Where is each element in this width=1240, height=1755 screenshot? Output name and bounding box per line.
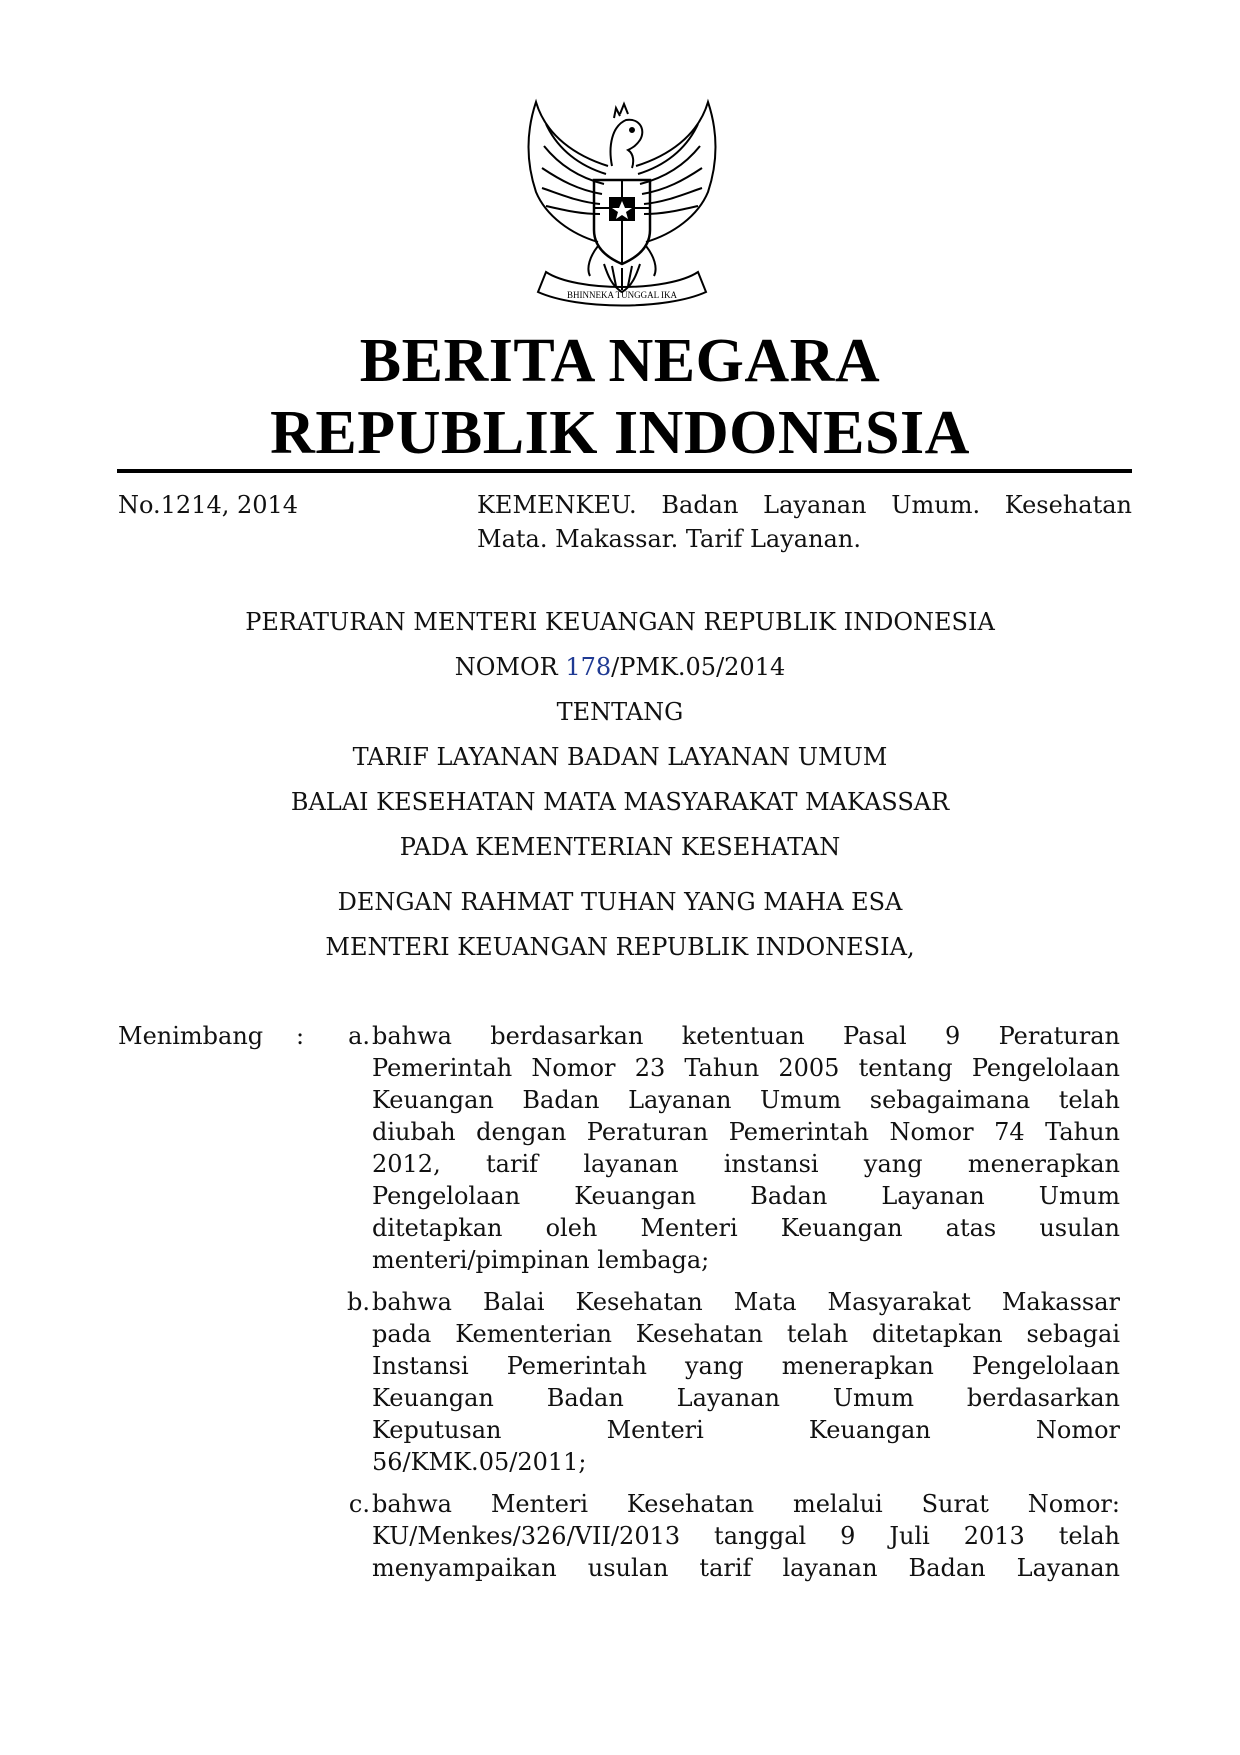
item-letter: c. <box>348 1490 370 1518</box>
item-line: KU/Menkes/326/VII/2013 tanggal 9 Juli 2013 telah <box>372 1522 1120 1550</box>
item-line: Keputusan Menteri Keuangan Nomor <box>372 1416 1120 1444</box>
regulation-title-line: BALAI KESEHATAN MATA MASYARAKAT MAKASSAR <box>290 788 950 816</box>
regulation-title-line: PADA KEMENTERIAN KESEHATAN <box>399 833 841 861</box>
item-line: Pengelolaan Keuangan Badan Layanan Umum <box>372 1182 1120 1210</box>
menimbang-label: Menimbang <box>118 1022 264 1050</box>
item-line: diubah dengan Peraturan Pemerintah Nomor 74 Tahun <box>372 1118 1120 1146</box>
item-line: ditetapkan oleh Menteri Keuangan atas usulan <box>372 1214 1120 1242</box>
item-line: 56/KMK.05/2011; <box>372 1448 587 1476</box>
motto-ribbon-text: BHINNEKA TUNGGAL IKA <box>567 290 677 300</box>
item-line: 2012, tarif layanan instansi yang menerapkan <box>372 1150 1120 1178</box>
item-line: pada Kementerian Kesehatan telah ditetapkan sebagai <box>372 1320 1120 1348</box>
list-item <box>372 1020 1120 1276</box>
regulation-heading: PERATURAN MENTERI KEUANGAN REPUBLIK INDONESIA <box>245 608 995 636</box>
gazette-subject <box>477 488 1132 556</box>
masthead-title: BERITA NEGARA <box>359 327 881 395</box>
item-line: Pemerintah Nomor 23 Tahun 2005 tentang Pengelolaan <box>372 1054 1120 1082</box>
gazette-subject-line: KEMENKEU. Badan Layanan Umum. Kesehatan <box>477 491 1132 519</box>
masthead-divider <box>117 469 1132 473</box>
regulation-number-suffix: /PMK.05/2014 <box>611 653 786 681</box>
item-line: menteri/pimpinan lembaga; <box>372 1246 710 1274</box>
regulation-number-prefix: NOMOR <box>454 653 566 681</box>
regulation-title-line: TARIF LAYANAN BADAN LAYANAN UMUM <box>352 743 888 771</box>
masthead-subtitle: REPUBLIK INDONESIA <box>270 399 970 467</box>
item-line: bahwa Balai Kesehatan Mata Masyarakat Makassar <box>372 1288 1120 1316</box>
gazette-subject-line: Mata. Makassar. Tarif Layanan. <box>477 525 861 553</box>
list-item <box>372 1286 1120 1478</box>
item-line: Keuangan Badan Layanan Umum sebagaimana telah <box>372 1086 1120 1114</box>
regulation-number-link[interactable]: 178 <box>565 653 612 681</box>
garuda-emblem-icon <box>516 96 728 310</box>
item-letter: b. <box>347 1288 370 1316</box>
gazette-number: No.1214, 2014 <box>118 491 299 519</box>
item-line: bahwa Menteri Kesehatan melalui Surat Nomor: <box>372 1490 1120 1518</box>
menimbang-colon: : <box>296 1022 305 1050</box>
tentang-label: TENTANG <box>556 698 684 726</box>
item-line: bahwa berdasarkan ketentuan Pasal 9 Peraturan <box>372 1022 1120 1050</box>
item-letter: a. <box>348 1022 370 1050</box>
preamble-line: MENTERI KEUANGAN REPUBLIK INDONESIA, <box>325 933 915 961</box>
item-line: menyampaikan usulan tarif layanan Badan Layanan <box>372 1554 1120 1582</box>
regulation-number <box>0 650 1240 684</box>
preamble-line: DENGAN RAHMAT TUHAN YANG MAHA ESA <box>337 888 903 916</box>
item-line: Keuangan Badan Layanan Umum berdasarkan <box>372 1384 1120 1412</box>
list-item <box>372 1488 1120 1584</box>
item-line: Instansi Pemerintah yang menerapkan Pengelolaan <box>372 1352 1120 1380</box>
